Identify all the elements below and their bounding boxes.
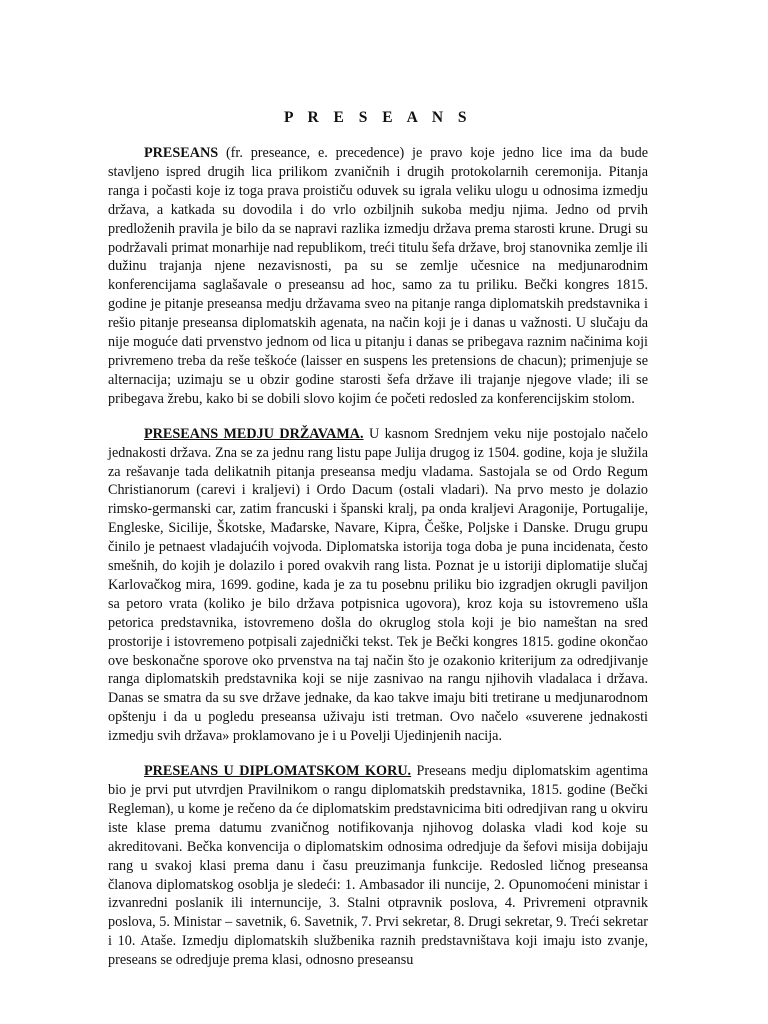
paragraph-body: Preseans medju diplomatskim agentima bio je prvi put utvrdjen Pravilnikom o rangu diplomatskih predstavnika, 1815. godine (Bečki Regleman), u kome je rečeno da će diplomatskim predstavnicima biti odredjivan rang u okviru iste klase prema datumu zvaničnog notifikovanja njihovog dolaska vladi kod koje su akreditovani. Bečka konvencija o diplomatskim odnosima odredjuje da šefovi misija dobijaju rang u svakoj klasi prema danu i času preuzimanja funkcije. Redosled ličnog preseansa članova diplomatskog osoblja je sledeći: 1. Ambasador ili nuncije, 2. Opunomoćeni ministar i izvanredni poslanik ili internuncije, 3. Stalni otpravnik poslova, 4. Privremeni otpravnik poslova, 5. Ministar – savetnik, 6. Savetnik, 7. Prvi sekretar, 8. Drugi sekretar, 9. Treći sekretar i 10. Ataše. Izmedju diplomatskih službenika raznih predstavništava koji imaju isto zvanje, preseans se odredjuje prema klasi, odnosno preseansu (108, 763, 648, 969)
paragraph-lead: PRESEANS (144, 145, 219, 161)
paragraph-body: (fr. preseance, e. precedence) je pravo koje jedno lice ima da bude stavljeno ispred drugih lica prilikom zvaničnih i drugih protokolarnih ceremonija. Pitanja ranga i počasti koje iz toga prava proističu oduvek su igrala veliku ulogu u odnosima izmedju država, a katkada su dovodila i do vrlo ozbiljnih sukoba medju njima. Jedno od prvih predloženih pravila je bilo da se napravi razlika izmedju država prema starosti krune. Drugi su podržavali primat monarhije nad republikom, treći titulu šefa države, broj stanovnika zemlje ili dužinu trajanja njene nezavisnosti, pa su se zemlje učesnice na medjunarodnim konferencijama saglašavale o preseansu ad hoc, samo za tu priliku. Bečki kongres 1815. godine je pitanje preseansa medju državama sveo na pitanje ranga diplomatskih predstavnika i rešio pitanje preseansa diplomatskih agenata, na način koji je i danas u važnosti. U slučaju da nije moguće dati prvenstvo jednom od lica u pitanju i danas se pribegava raznim načinima koji privremeno treba da reše teškoće (laisser en suspens les pretensions de chacun); primenjuje se alternacija; uzimaju se u obzir godine starosti šefa države ili trajanje njegove vlade; ili se pribegava žrebu, kako bi se dobili slovo kojim će početi redosled za konferencijskim stolom. (108, 145, 648, 407)
document-page (108, 108, 648, 986)
paragraph-preseans-u-diplomatskom-koru (108, 762, 648, 970)
document-title: P R E S E A N S (283, 109, 473, 126)
paragraph-body: U kasnom Srednjem veku nije postojalo načelo jednakosti država. Zna se za jednu rang listu pape Julija drugog iz 1504. godine, koja je služila za rešavanje tada delikatnih pitanja preseansa medju vladama. Sastojala se od Ordo Regum Christianorum (carevi i kraljevi) i Ordo Dacum (ostali vladari). Na prvo mesto je dolazio rimsko-germanski car, zatim francuski i španski kralj, pa onda kraljevi Aragonije, Portugalije, Engleske, Sicilije, Škotske, Mađarske, Navare, Kipra, Češke, Poljske i Danske. Drugu grupu činilo je petnaest vladajućih vojvoda. Diplomatska istorija toga doba je puna incidenata, često smešnih, do kojih je dolazilo i pored ovakvih rang lista. Poznat je u istoriji diplomatije slučaj Karlovačkog mira, 1699. godine, kada je za tu posebnu priliku bio izgradjen okrugli paviljon sa petoro vrata (koliko je bilo država potpisnica ugovora), kroz koja su istovremeno ušla petorica predstavnika, istovremeno došla do okruglog stola koji je bio nameštan na sred prostorije i istovremeno potpisali zajednički tekst. Tek je Bečki kongres 1815. godine okončao ove beskonačne sporove oko prvenstva na taj način što je ozakonio kriterijum za odredjivanje ranga diplomatskih predstavnika koji se nije zasnivao na rangu njihovih vladalaca i država. Danas se smatra da su sve države jednake, da kao takve imaju biti tretirane u medjunarodnom opštenju i da u pogledu preseansa uživaju isti tretman. Ovo načelo «suverene jednakosti izmedju svih država» proklamovano je i u Povelji Ujedinjenih nacija. (108, 425, 648, 745)
paragraph-lead: PRESEANS U DIPLOMATSKOM KORU. (144, 763, 412, 780)
paragraph-preseans-medju-drzavama (108, 425, 648, 746)
paragraph-lead: PRESEANS MEDJU DRŽAVAMA. (144, 425, 364, 442)
paragraph-preseans (108, 144, 648, 409)
